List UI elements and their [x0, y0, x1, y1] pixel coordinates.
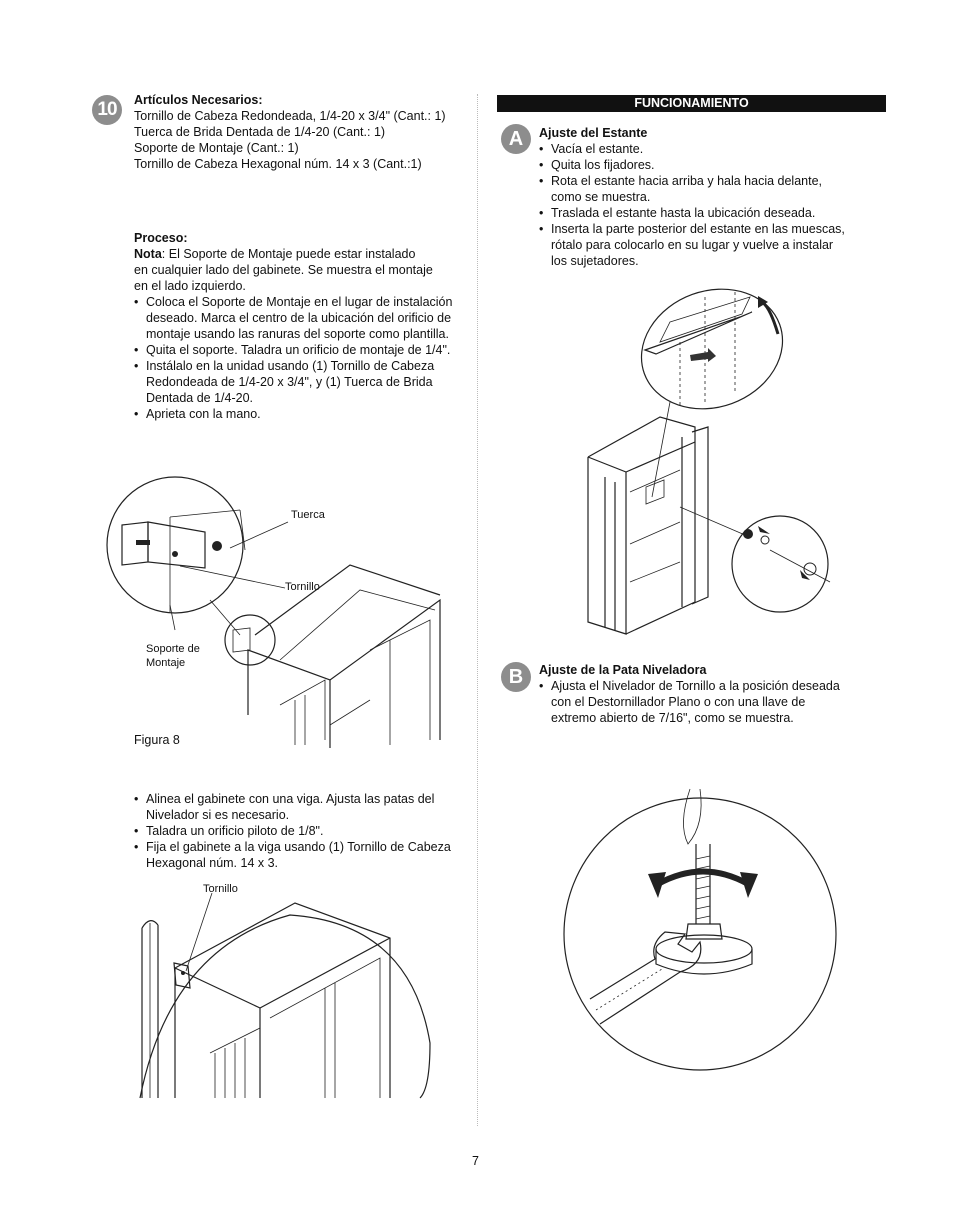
- cabinet-drawers: [210, 1028, 260, 1098]
- bullet-line: deseado. Marca el centro de la ubicación del orificio de: [146, 311, 452, 325]
- figure-9-illustration: [130, 893, 450, 1103]
- mount-bullet: [134, 823, 479, 839]
- cabinet-top-edge: [626, 442, 695, 472]
- screwdriver-tip: [683, 789, 701, 844]
- shelf-bullet: [539, 141, 884, 157]
- rotate-arrow-right-icon: [740, 872, 758, 898]
- wrench: [590, 932, 701, 1024]
- process-block: [134, 230, 479, 422]
- label-bracket-line: Soporte de: [146, 643, 200, 655]
- cabinet-top: [255, 565, 440, 635]
- shelf-bullet: [539, 157, 884, 173]
- bullet-line: Hexagonal núm. 14 x 3.: [146, 856, 279, 870]
- leveler-detail-circle: [564, 798, 836, 1070]
- arrow-forward-icon: [690, 348, 716, 362]
- note-line: en el lado izquierdo.: [134, 279, 246, 293]
- mount-bullet: [134, 839, 479, 871]
- required-item: Tuerca de Brida Dentada de 1/4-20 (Cant.: 1): [134, 125, 386, 139]
- mount-bullet-list: [134, 791, 479, 871]
- fastener-plate: [770, 550, 830, 582]
- process-bullet-list: [134, 294, 479, 422]
- shelf-bullet: [539, 173, 884, 205]
- bullet-line: rótalo para colocarlo en su lugar y vuelve a instalar: [551, 238, 834, 252]
- bullet-line: • Alinea el gabinete con una viga. Ajusta las patas del: [146, 792, 435, 806]
- page-number: 7: [472, 1154, 479, 1168]
- bullet-line: • Quita los fijadores.: [551, 158, 655, 172]
- label-screw: Tornillo: [285, 581, 320, 593]
- fastener-washer: [743, 529, 753, 539]
- cabinet-outline: [248, 600, 440, 740]
- leader-screw: [180, 566, 285, 588]
- leveler-adjust-block: [539, 662, 884, 726]
- cabinet-shelves: [630, 470, 680, 582]
- process-bullet: [134, 342, 479, 358]
- shelf-bullet: [539, 221, 884, 269]
- step-10-badge: 10: [92, 95, 122, 125]
- note-text: : El Soporte de Montaje puede estar instalado: [161, 247, 416, 261]
- required-item: Tornillo de Cabeza Hexagonal núm. 14 x 3 (Cant.:1): [134, 157, 422, 171]
- cabinet-left: [588, 457, 626, 634]
- rotate-arrow-icon: [762, 302, 778, 334]
- bullet-line: Nivelador si es necesario.: [146, 808, 290, 822]
- label-screw-beam: Tornillo: [203, 883, 238, 895]
- detail-arc: [140, 915, 430, 1098]
- cabinet-top-edge: [170, 510, 240, 517]
- required-item: Tornillo de Cabeza Redondeada, 1/4-20 x 3/4" (Cant.: 1): [134, 109, 446, 123]
- bullet-line: • Vacía el estante.: [551, 142, 644, 156]
- shelf-bullet: [539, 205, 884, 221]
- figure-8-caption: Figura 8: [134, 733, 180, 747]
- mount-block: [134, 791, 479, 871]
- cabinet-drawer-lines: [280, 680, 325, 745]
- figure-8-illustration: [100, 470, 460, 750]
- bullet-line: • Fija el gabinete a la viga usando (1) Tornillo de Cabeza: [146, 840, 451, 854]
- bullet-line: • Inserta la parte posterior del estante en las muescas,: [551, 222, 845, 236]
- cabinet-doors: [270, 958, 380, 1098]
- process-bullet: [134, 294, 479, 342]
- required-items-title: Artículos Necesarios:: [134, 93, 263, 107]
- bullet-line: Dentada de 1/4-20.: [146, 391, 254, 405]
- bullet-line: montaje usando las ranuras del soporte como plantilla.: [146, 327, 449, 341]
- step-a-badge: A: [501, 124, 531, 154]
- process-bullet: [134, 358, 479, 406]
- cabinet-top-inner: [280, 590, 435, 660]
- bracket-small: [233, 628, 250, 652]
- bracket-face: [148, 522, 205, 568]
- threaded-rod: [696, 844, 710, 924]
- leader-nut: [230, 522, 288, 548]
- leader-shelf: [652, 402, 670, 497]
- bracket-screw: [181, 971, 185, 975]
- fastener-nut: [761, 536, 769, 544]
- label-nut: Tuerca: [291, 509, 325, 521]
- leveler-adjust-title: Ajuste de la Pata Niveladora: [539, 663, 707, 677]
- bullet-line: • Coloca el Soporte de Montaje en el lugar de instalación: [146, 295, 453, 309]
- bullet-line: extremo abierto de 7/16", como se muestra.: [551, 711, 794, 725]
- bullet-line: • Taladra un orificio piloto de 1/8".: [146, 824, 324, 838]
- hole-detail: [172, 551, 178, 557]
- label-bracket-line: Montaje: [146, 657, 186, 669]
- leader-bracket: [170, 605, 175, 630]
- section-header: FUNCIONAMIENTO: [497, 95, 886, 112]
- cabinet-door-left: [605, 477, 615, 630]
- process-bullet: [134, 406, 479, 422]
- arrow-left-icon: [758, 526, 770, 534]
- label-bracket: [146, 642, 200, 670]
- column-divider: [477, 94, 478, 1126]
- bullet-line: • Ajusta el Nivelador de Tornillo a la posición deseada: [551, 679, 840, 693]
- bullet-line: • Rota el estante hacia arriba y hala hacia delante,: [551, 174, 823, 188]
- detail-circle: [107, 477, 243, 613]
- bullet-line: • Quita el soporte. Taladra un orificio de montaje de 1/4".: [146, 343, 451, 357]
- required-item: Soporte de Montaje (Cant.: 1): [134, 141, 299, 155]
- shelf-adjust-illustration: [570, 282, 840, 642]
- shelf-plate: [645, 312, 752, 354]
- shelf-bullet-list: [539, 141, 884, 269]
- bullet-line: Redondeada de 1/4-20 x 3/4", y (1) Tuerca de Brida: [146, 375, 433, 389]
- note-line: [134, 246, 479, 262]
- bullet-line: los sujetadores.: [551, 254, 639, 268]
- leveler-foot-base: [656, 949, 752, 974]
- leveler-illustration: [560, 784, 860, 1084]
- bullet-line: • Traslada el estante hasta la ubicación deseada.: [551, 206, 816, 220]
- step-b-badge: B: [501, 662, 531, 692]
- shelf-adjust-block: [539, 125, 884, 269]
- process-title: Proceso:: [134, 231, 188, 245]
- shelf-adjust-title: Ajuste del Estante: [539, 126, 648, 140]
- cabinet-shelf-line: [330, 700, 370, 725]
- bullet-line: • Instálalo en la unidad usando (1) Tornillo de Cabeza: [146, 359, 435, 373]
- note-label: Nota: [134, 247, 162, 261]
- screw-detail: [136, 540, 150, 545]
- nut-detail: [212, 541, 222, 551]
- mount-bullet: [134, 791, 479, 823]
- cabinet-doors: [370, 620, 430, 745]
- bullet-line: como se muestra.: [551, 190, 651, 204]
- note-line: en cualquier lado del gabinete. Se muestra el montaje: [134, 263, 433, 277]
- leader-fastener: [680, 507, 745, 535]
- required-items-block: [134, 92, 474, 172]
- rod-threads: [696, 856, 710, 919]
- bullet-line: • Aprieta con la mano.: [146, 407, 261, 421]
- rotate-arrow-left-icon: [648, 872, 666, 898]
- leveler-bullet-list: [539, 678, 884, 726]
- leveler-bullet: [539, 678, 884, 726]
- leveler-nut: [686, 924, 722, 939]
- bullet-line: con el Destornillador Plano o con una llave de: [551, 695, 806, 709]
- leader-screw: [186, 893, 212, 971]
